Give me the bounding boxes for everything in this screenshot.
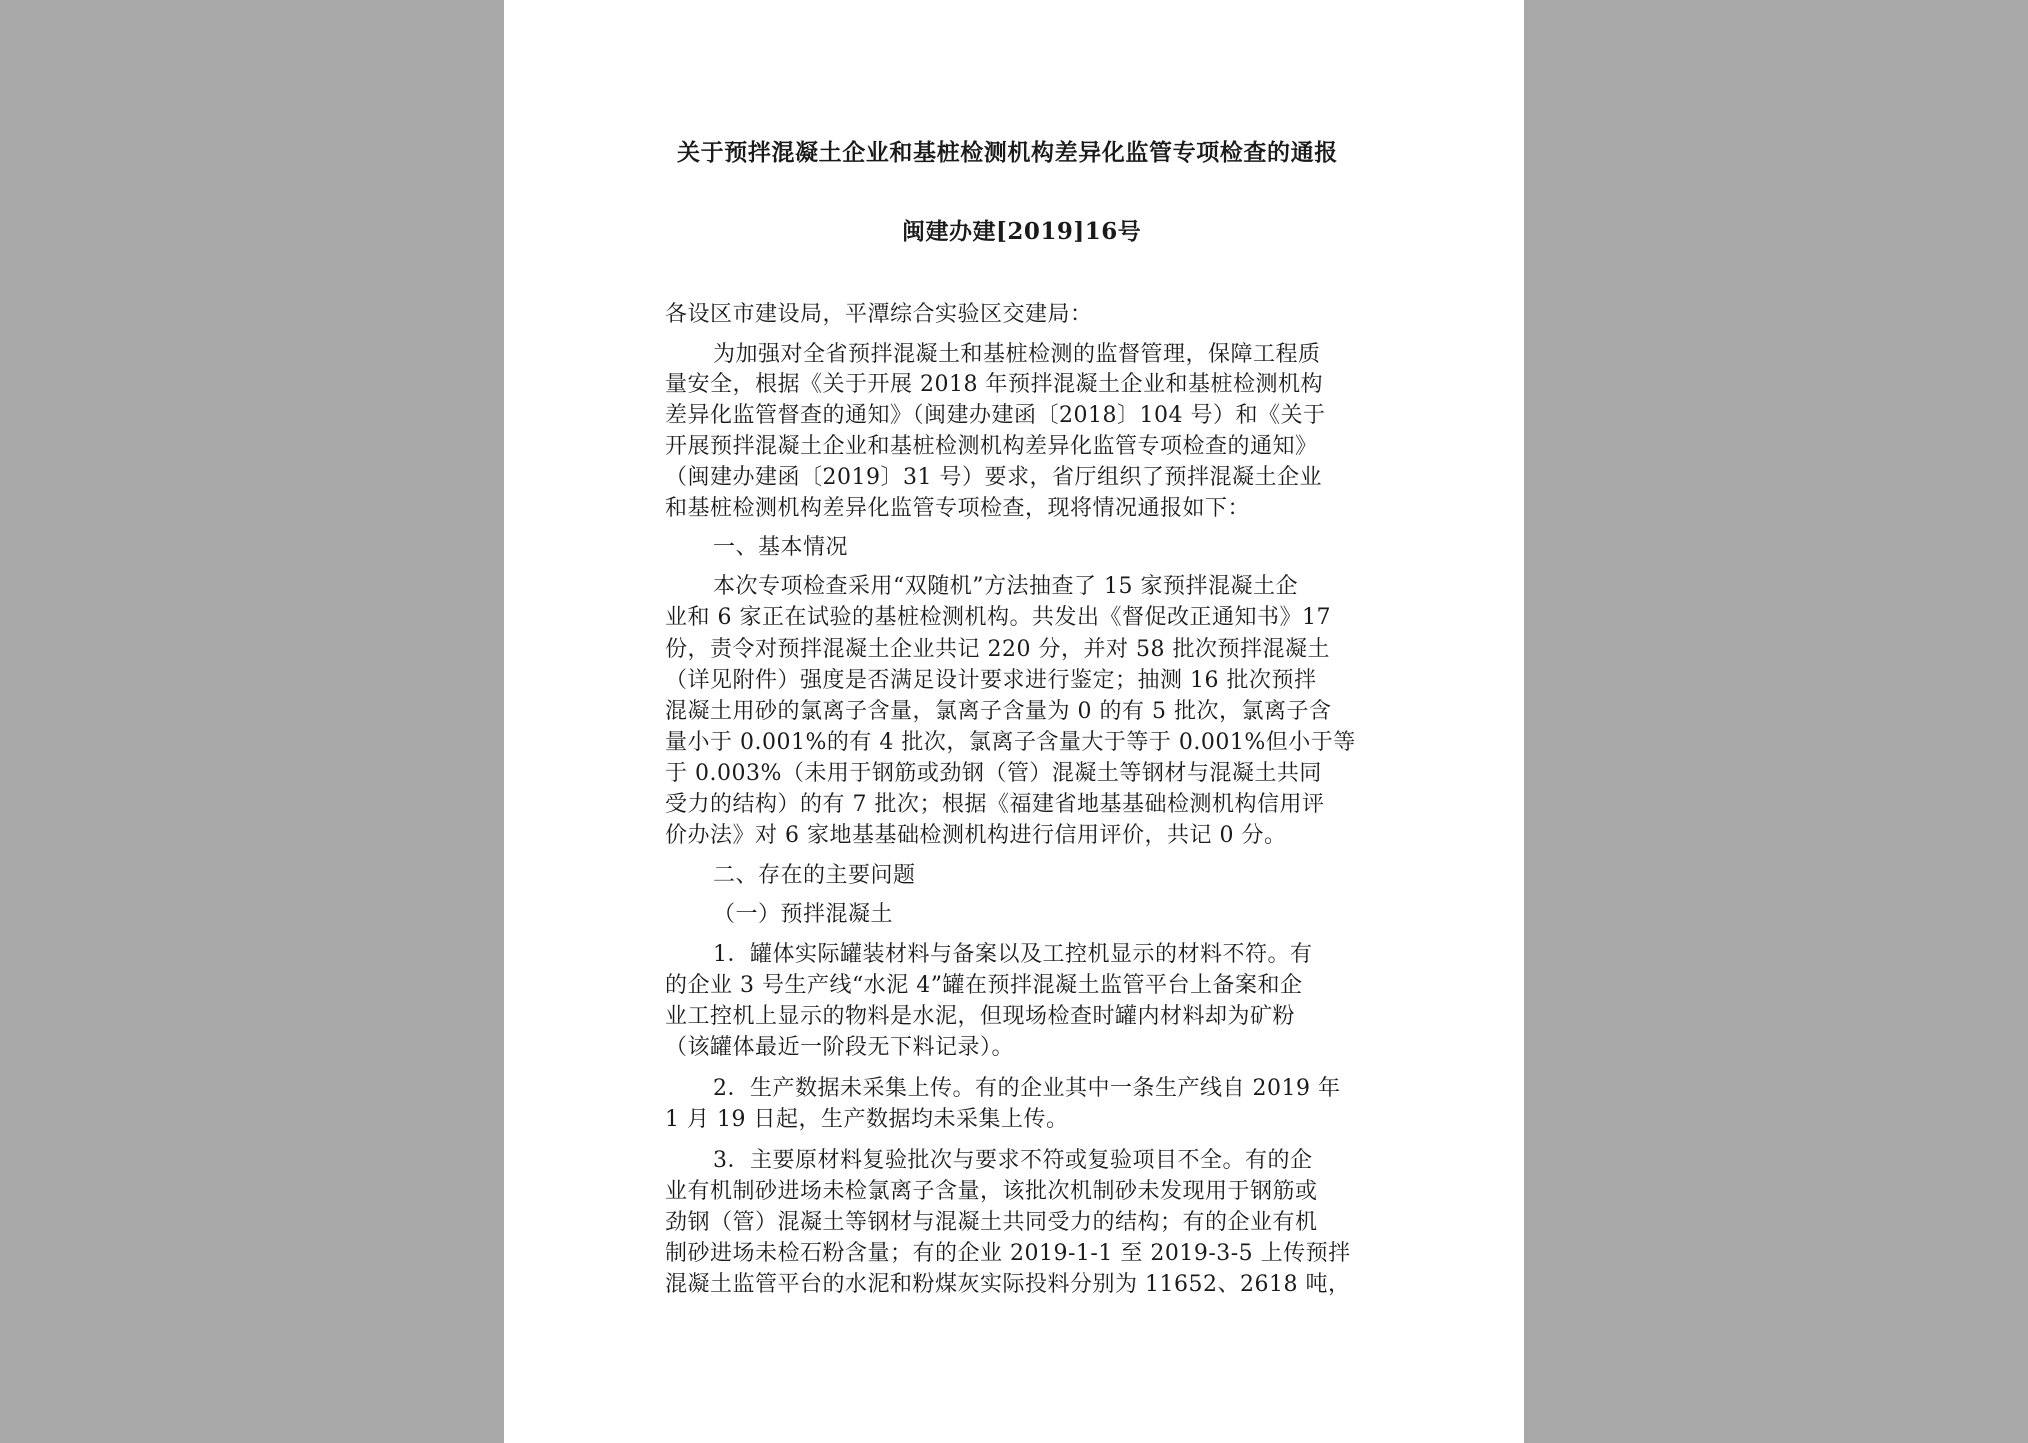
paragraph-line: 开展预拌混凝土企业和基桩检测机构差异化监管专项检查的通知》 [665,434,1318,459]
paragraph-line: （详见附件）强度是否满足设计要求进行鉴定；抽测 16 批次预拌 [665,668,1317,693]
document-title: 关于预拌混凝土企业和基桩检测机构差异化监管专项检查的通报 [677,139,1338,166]
paragraph-line: 和基桩检测机构差异化监管专项检查，现将情况通报如下： [665,496,1251,521]
paragraph-line: 价办法》对 6 家地基基础检测机构进行信用评价，共记 0 分。 [665,823,1287,848]
paragraph-line: 差异化监管督查的通知》（闽建办建函〔2018〕104 号）和《关于 [665,403,1326,428]
paragraph-line: 业有机制砂进场未检氯离子含量，该批次机制砂未发现用于钢筋或 [665,1179,1318,1204]
paragraph-line: 混凝土监管平台的水泥和粉煤灰实际投料分别为 11652、2618 吨， [665,1272,1351,1297]
paragraph-line: （闽建办建函〔2019〕31 号）要求，省厅组织了预拌混凝土企业 [665,465,1322,490]
paragraph-line: 量小于 0.001%的有 4 批次，氯离子含量大于等于 0.001%但小于等 [665,730,1356,755]
paragraph-line: 的企业 3 号生产线“水泥 4”罐在预拌混凝土监管平台上备案和企 [665,973,1303,998]
paragraph-line: 受力的结构）的有 7 批次；根据《福建省地基基础检测机构信用评 [665,792,1325,817]
paragraph-line: 量安全，根据《关于开展 2018 年预拌混凝土企业和基桩检测机构 [665,372,1323,397]
salutation: 各设区市建设局，平潭综合实验区交建局： [665,302,1093,327]
paragraph-line: 混凝土用砂的氯离子含量，氯离子含量为 0 的有 5 批次，氯离子含 [665,699,1332,724]
paragraph-line: 业和 6 家正在试验的基桩检测机构。共发出《督促改正通知书》17 [665,605,1331,630]
paragraph-line: 制砂进场未检石粉含量；有的企业 2019-1-1 至 2019-3-5 上传预拌 [665,1241,1351,1266]
document-number: 闽建办建[2019]16号 [902,218,1142,245]
paragraph-line: 1．罐体实际罐装材料与备案以及工控机显示的材料不符。有 [713,942,1313,967]
paragraph-line: 2．生产数据未采集上传。有的企业其中一条生产线自 2019 年 [713,1076,1341,1101]
paragraph-line: 为加强对全省预拌混凝土和基桩检测的监督管理，保障工程质 [713,342,1321,367]
section-heading: 一、基本情况 [713,535,849,560]
paragraph-line: 1 月 19 日起，生产数据均未采集上传。 [665,1107,1069,1132]
paragraph-line: 本次专项检查采用“双随机”方法抽查了 15 家预拌混凝土企 [713,574,1298,599]
subsection-heading: （一）预拌混凝土 [713,902,894,927]
paragraph-line: 业工控机上显示的物料是水泥，但现场检查时罐内材料却为矿粉 [665,1004,1296,1029]
document-page [504,0,1524,1443]
paragraph-line: 劲钢（管）混凝土等钢材与混凝土共同受力的结构；有的企业有机 [665,1210,1318,1235]
paragraph-line: 份，责令对预拌混凝土企业共记 220 分，并对 58 批次预拌混凝土 [665,637,1330,662]
section-heading: 二、存在的主要问题 [713,863,916,888]
paragraph-line: 于 0.003%（未用于钢筋或劲钢（管）混凝土等钢材与混凝土共同 [665,761,1322,786]
paragraph-line: 3．主要原材料复验批次与要求不符或复验项目不全。有的企 [713,1148,1313,1173]
paragraph-line: （该罐体最近一阶段无下料记录）。 [665,1035,1015,1060]
